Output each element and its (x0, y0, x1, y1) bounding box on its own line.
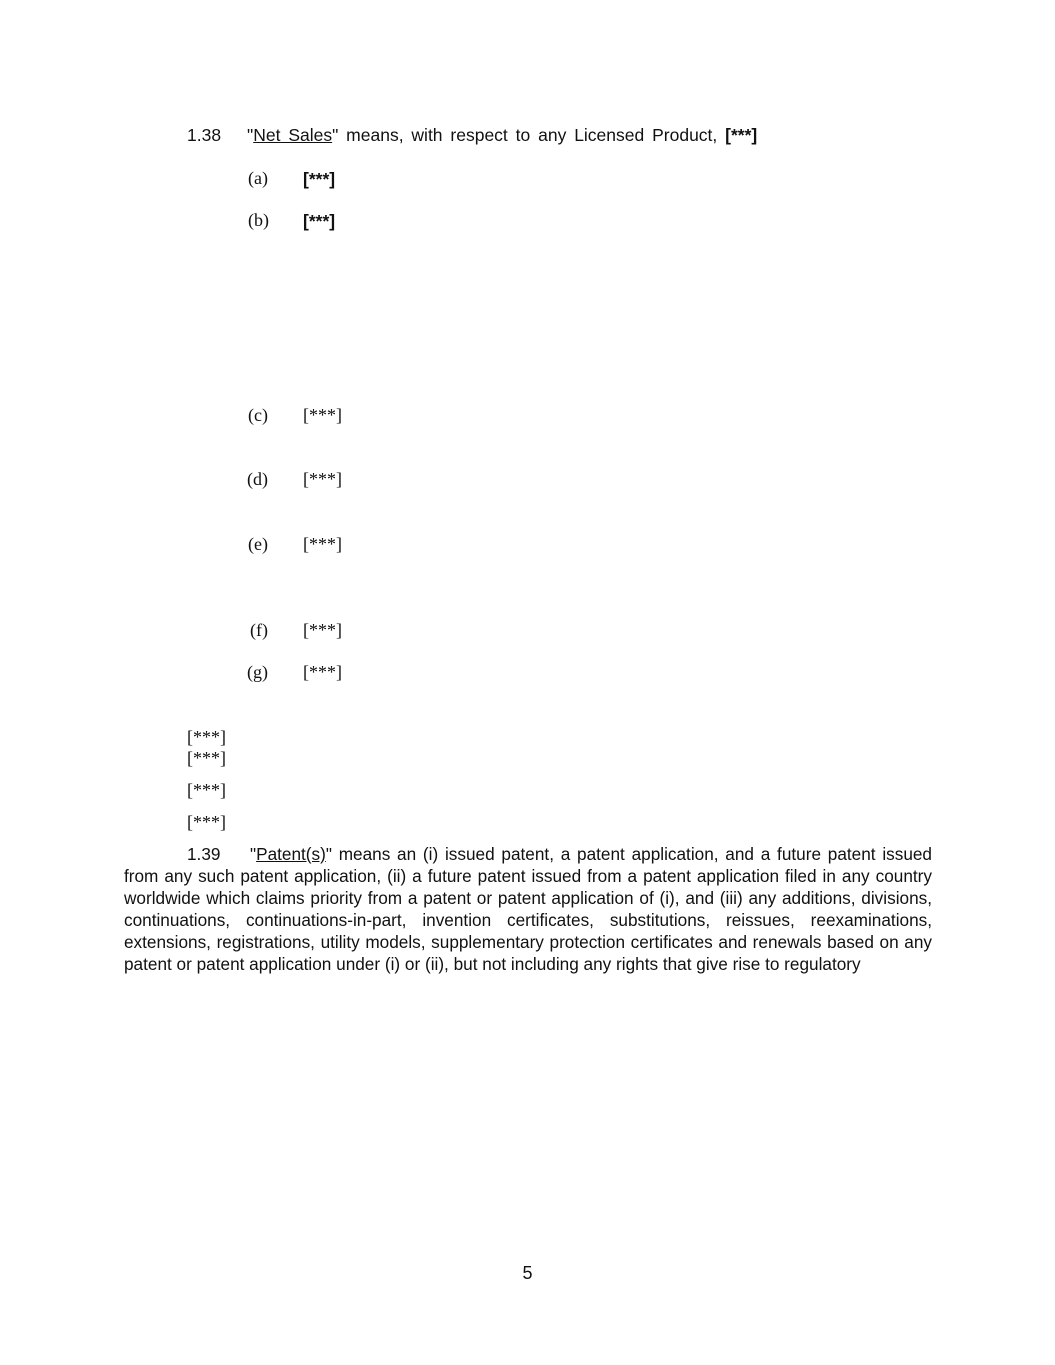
item-text-a: [***] (303, 169, 336, 189)
item-text-g: [***] (303, 662, 342, 682)
item-text-f: [***] (303, 620, 342, 640)
quote-close: " (332, 125, 339, 145)
quote-open: " (247, 125, 254, 145)
redaction-marker: [***] (725, 125, 758, 145)
item-text-c: [***] (303, 405, 342, 425)
page-number: 5 (522, 1263, 533, 1283)
item-label-c: (c) (248, 405, 268, 425)
item-label-a: (a) (248, 168, 268, 188)
item-label-e: (e) (248, 534, 268, 554)
section-number: 1.38 (187, 125, 222, 145)
redaction-line: [***] (187, 748, 226, 768)
item-label-b: (b) (248, 210, 269, 230)
quote-open: " (250, 844, 257, 864)
section-1-38-heading (187, 125, 787, 146)
quote-close: " (325, 844, 332, 864)
redaction-line: [***] (187, 812, 226, 832)
item-label-d: (d) (247, 469, 268, 489)
redaction-line: [***] (187, 727, 226, 747)
definition-text: means, with respect to any Licensed Product, (338, 125, 726, 145)
item-text-b: [***] (303, 211, 336, 231)
defined-term: Net Sales (253, 125, 333, 145)
item-label-f: (f) (250, 620, 268, 640)
item-text-d: [***] (303, 469, 342, 489)
defined-term: Patent(s) (256, 844, 326, 864)
item-label-g: (g) (247, 662, 268, 682)
section-number: 1.39 (187, 844, 221, 864)
section-1-39-paragraph (124, 843, 932, 975)
item-text-e: [***] (303, 534, 342, 554)
definition-text: means an (i) issued patent, a patent application, and a future patent issued from any such patent application, (ii) a future patent issued from a patent application filed in any country worldwide which claims priority from a patent or patent application of (i), and (iii) any additions, divisions, continuations, continuations-in-part, invention certificates, substitutions, reissues, reexaminations, extensions, registrations, utility models, supplementary protection certificates and renewals based on any patent or patent application under (i) or (ii), but not including any rights that give rise to regulatory (124, 844, 932, 974)
redaction-line: [***] (187, 780, 226, 800)
